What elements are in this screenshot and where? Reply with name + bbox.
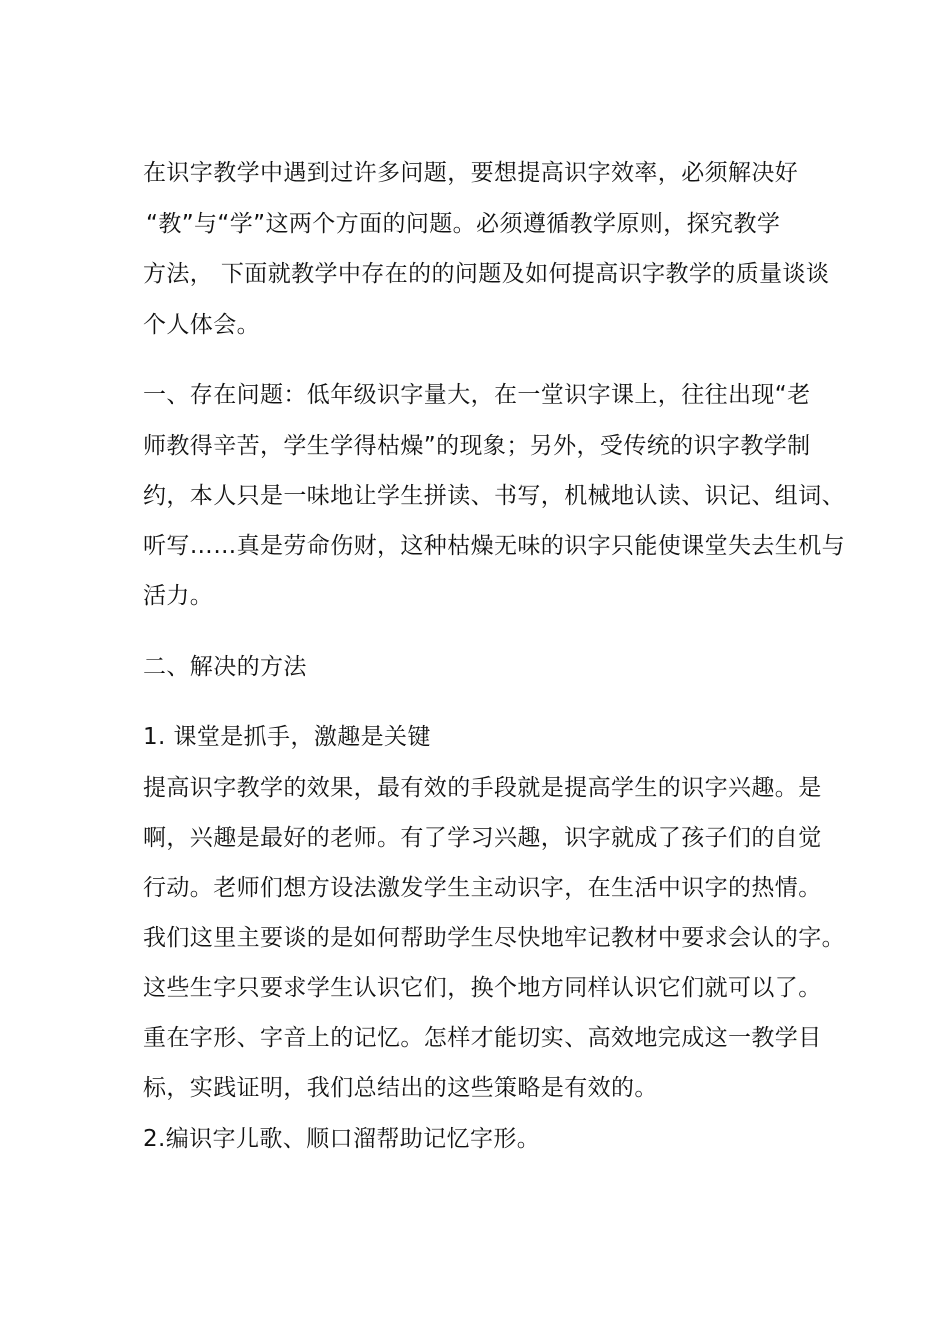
section1-line-1: 一、存在问题：低年级识字量大，在一堂识字课上，往往出现“老 (143, 382, 811, 408)
item1-line-7: 标，实践证明，我们总结出的这些策略是有效的。 (143, 1075, 658, 1101)
item1-line-4: 我们这里主要谈的是如何帮助学生尽快地牢记教材中要求会认的字。 (143, 925, 845, 951)
section1-line-5: 活力。 (143, 583, 214, 609)
intro-line-4: 个人体会。 (143, 312, 260, 338)
item1-line-5: 这些生字只要求学生认识它们，换个地方同样认识它们就可以了。 (143, 975, 822, 1001)
item1-line-3: 行动。老师们想方设法激发学生主动识字，在生活中识字的热情。 (143, 875, 822, 901)
item1-heading: 1. 课堂是抓手，激趣是关键 (143, 724, 431, 750)
section1-line-2: 师教得辛苦，学生学得枯燥”的现象；另外，受传统的识字教学制 (143, 433, 811, 459)
intro-line-3: 方法， 下面就教学中存在的的问题及如何提高识字教学的质量谈谈 (143, 261, 830, 287)
item1-line-2: 啊，兴趣是最好的老师。有了学习兴趣，识字就成了孩子们的自觉 (143, 825, 822, 851)
item2-heading: 2.编识字儿歌、顺口溜帮助记忆字形。 (143, 1126, 541, 1152)
item1-line-6: 重在字形、字音上的记忆。怎样才能切实、高效地完成这一教学目 (143, 1025, 822, 1051)
section1-line-4: 听写……真是劳命伤财，这种枯燥无味的识字只能使课堂失去生机与 (143, 533, 845, 559)
intro-line-2: “教”与“学”这两个方面的问题。必须遵循教学原则，探究教学 (146, 211, 781, 237)
section2-heading: 二、解决的方法 (143, 654, 307, 680)
intro-line-1: 在识字教学中遇到过许多问题，要想提高识字效率，必须解决好 (143, 160, 799, 186)
section1-line-3: 约，本人只是一味地让学生拼读、书写，机械地认读、识记、组词、 (143, 483, 845, 509)
item1-line-1: 提高识字教学的效果，最有效的手段就是提高学生的识字兴趣。是 (143, 775, 822, 801)
